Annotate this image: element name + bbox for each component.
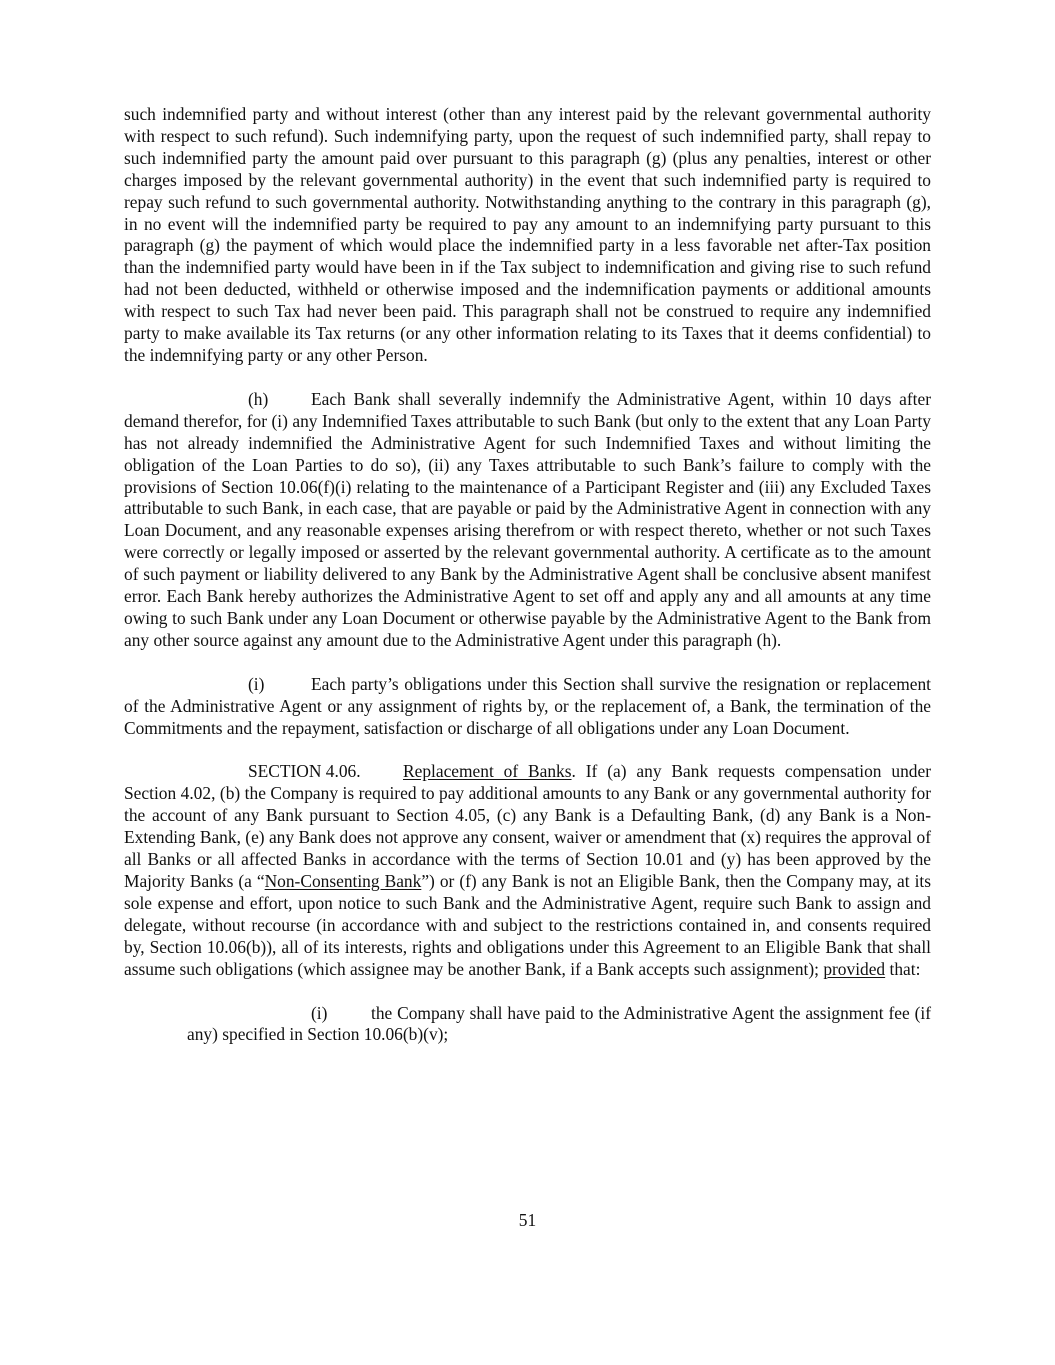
section-text: that: (885, 958, 921, 979)
paragraph-text: Each party’s obligations under this Section shall survive the resignation or replacement of the Administrative Agent or any assignment of rights by, or the replacement of, a Bank, the termination of the Commitments and the repayment, satisfaction or discharge of all obligations under any Loan Document. (124, 673, 931, 738)
paragraph-h (124, 389, 931, 652)
paragraph-text: such indemnified party and without interest (other than any interest paid by the relevant governmental authority with respect to such refund). Such indemnifying party, upon the request of such indemnified party, shall repay to such indemnified party the amount paid over pursuant to this paragraph (g) (plus any penalties, interest or other charges imposed by the relevant governmental authority) in the event that such indemnified party is required to repay such refund to such governmental authority. Notwithstanding anything to the contrary in this paragraph (g), in no event will the indemnified party be required to pay any amount to an indemnifying party pursuant to this paragraph (g) the payment of which would place the indemnified party in a less favorable net after-Tax position than the indemnified party would have been in if the Tax subject to indemnification and giving rise to such refund had not been deducted, withheld or otherwise imposed and the indemnification payments or additional amounts with respect to such Tax had never been paid. This paragraph shall not be construed to require any indemnified party to make available its Tax returns (or any other information relating to its Taxes that it deems confidential) to the indemnifying party or any other Person. (124, 104, 931, 365)
subparagraph-label: (i) (311, 1002, 328, 1023)
subparagraph-text: the Company shall have paid to the Administrative Agent the assignment fee (if any) specified in Section 10.06(b)(v); (187, 1002, 931, 1045)
paragraph-i (124, 674, 931, 740)
section-text: . If (a) any Bank requests compensation under Section 4.02, (b) the Company is required to pay additional amounts to any Bank or any governmental authority for the account of any Bank pursuant to Section 4.05, (c) any Bank is a Defaulting Bank, (d) any Bank is a Non-Extending Bank, (e) any Bank does not approve any consent, waiver or amendment that (x) requires the approval of all Banks or all affected Banks in accordance with the terms of Section 10.01 and (y) has been approved by the Majority Banks (a “ (124, 761, 931, 891)
section-number: SECTION 4.06. (248, 761, 361, 782)
provided-term: provided (823, 958, 886, 979)
defined-term: Non-Consenting Bank (264, 871, 422, 891)
subparagraph-i (187, 1003, 931, 1047)
document-page (124, 104, 931, 1046)
paragraph-label: (h) (248, 388, 269, 409)
section-title: Replacement of Banks (403, 761, 572, 782)
paragraph-g-continuation (124, 104, 931, 367)
page-number: 51 (518, 1210, 537, 1230)
section-text: ”) or (f) any Bank is not an Eligible Bank, then the Company may, at its sole expense and effort, upon notice to such Bank and the Administrative Agent, require such Bank to assign and delegate, without recourse (in accordance with and subject to the restrictions contained in, and consents required by, Section 10.06(b)), all of its interests, rights and obligations under this Agreement to an Eligible Bank that shall assume such obligations (which assignee may be another Bank, if a Bank accepts such assignment); (124, 871, 932, 979)
paragraph-label: (i) (248, 673, 265, 694)
paragraph-text: Each Bank shall severally indemnify the Administrative Agent, within 10 days after demand therefor, for (i) any Indemnified Taxes attributable to such Bank (but only to the extent that any Loan Party has not already indemnified the Administrative Agent for such Indemnified Taxes and without limiting the obligation of the Loan Parties to do so), (ii) any Taxes attributable to such Bank’s failure to comply with the provisions of Section 10.06(f)(i) relating to the maintenance of a Participant Register and (iii) any Excluded Taxes attributable to such Bank, in each case, that are payable or paid by the Administrative Agent in connection with any Loan Document, and any reasonable expenses arising therefrom or with respect thereto, whether or not such Taxes were correctly or legally imposed or asserted by the relevant governmental authority. A certificate as to the amount of such payment or liability delivered to any Bank by the Administrative Agent shall be conclusive absent manifest error. Each Bank hereby authorizes the Administrative Agent to set off and apply any and all amounts at any time owing to such Bank under any Loan Document or otherwise payable by the Administrative Agent to the Bank from any other source against any amount due to the Administrative Agent under this paragraph (h). (124, 388, 931, 650)
section-4-06 (124, 761, 931, 980)
